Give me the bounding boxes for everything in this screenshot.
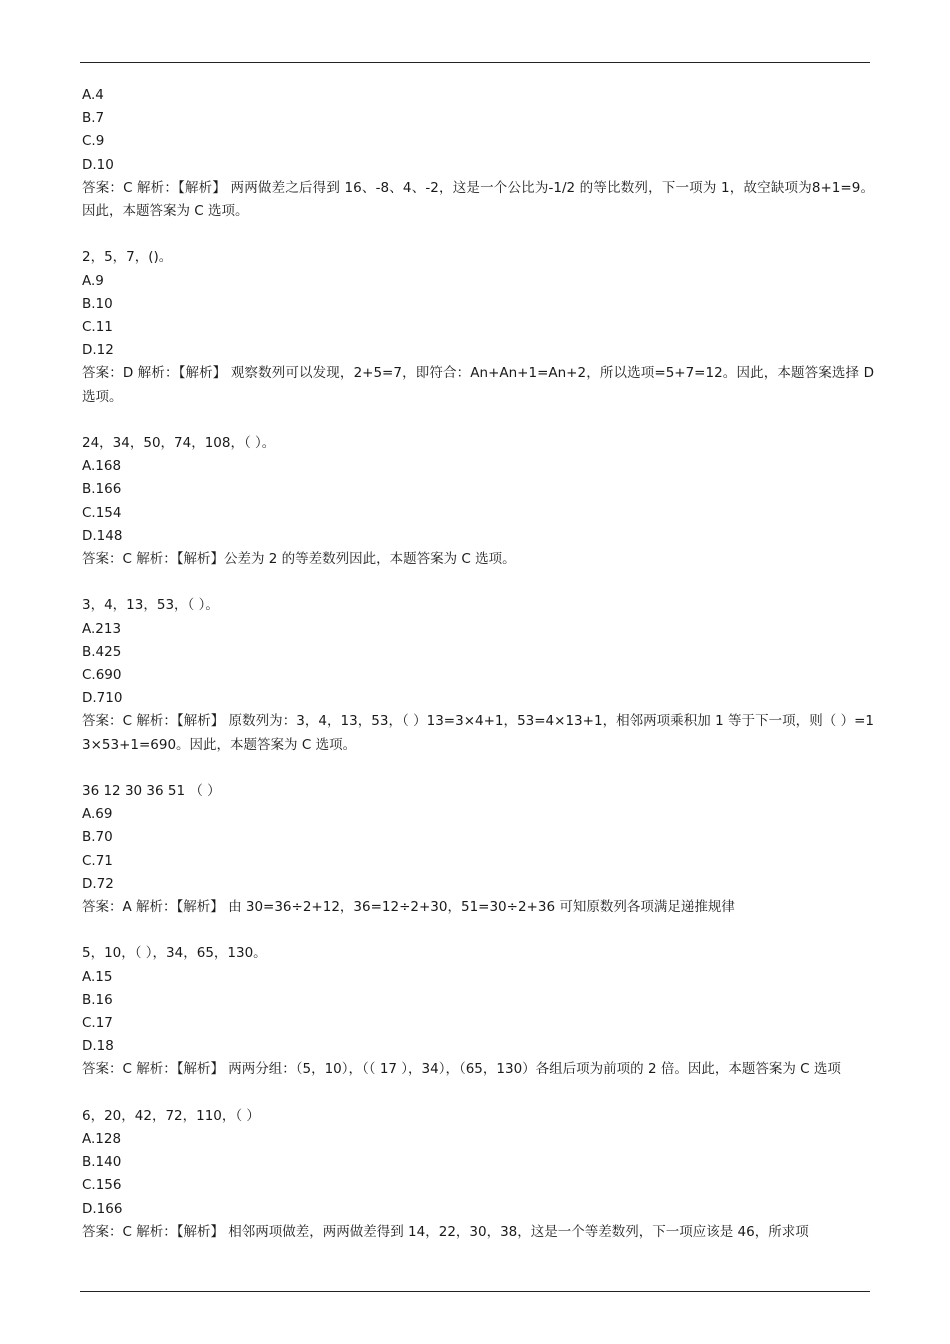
answer-explanation: 答案：C 解析：【解析】公差为 2 的等差数列因此，本题答案为 C 选项。 <box>82 551 516 568</box>
question-stem: 6，20，42，72，110，（ ） <box>82 1107 260 1124</box>
footer-rule <box>80 1291 870 1292</box>
option-a: A.69 <box>82 806 113 823</box>
option-a: A.15 <box>82 968 113 985</box>
answer-explanation: 答案：C 解析：【解析】 原数列为：3，4，13，53，（ ）13=3×4+1，53=4×13+1，相邻两项乘积加 1 等于下一项，则（ ）=13×53+1=690。因此，本题答案为 C 选项。 <box>82 713 874 753</box>
option-b: B.16 <box>82 991 113 1008</box>
option-d: D.10 <box>82 156 114 173</box>
option-c: C.9 <box>82 133 105 150</box>
question-stem: 5，10，（ ），34，65，130。 <box>82 945 267 962</box>
option-a: A.168 <box>82 458 122 475</box>
question-stem: 3，4，13，53，（ ）。 <box>82 597 219 614</box>
option-b: B.70 <box>82 829 113 846</box>
option-d: D.12 <box>82 342 114 359</box>
option-a: A.4 <box>82 87 104 103</box>
option-b: B.140 <box>82 1154 122 1171</box>
document-body <box>82 84 879 1244</box>
answer-explanation: 答案：A 解析：【解析】 由 30=36÷2+12，36=12÷2+30，51=30÷2+36 可知原数列各项满足递推规律 <box>82 899 735 916</box>
answer-explanation: 答案：C 解析：【解析】 相邻两项做差，两两做差得到 14，22，30，38，这是一个等差数列，下一项应该是 46，所求项 <box>82 1223 809 1240</box>
option-c: C.17 <box>82 1015 113 1032</box>
question-2 <box>82 246 879 408</box>
option-d: D.72 <box>82 875 114 892</box>
option-a: A.128 <box>82 1131 122 1148</box>
option-c: C.154 <box>82 504 122 521</box>
question-stem: 2，5，7，()。 <box>82 249 173 266</box>
option-b: B.10 <box>82 295 113 312</box>
option-c: C.71 <box>82 852 113 869</box>
option-d: D.166 <box>82 1200 123 1217</box>
answer-explanation: 答案：D 解析：【解析】 观察数列可以发现，2+5=7，即符合：An+An+1=An+2，所以选项=5+7=12。因此，本题答案选择 D 选项。 <box>82 365 879 405</box>
option-b: B.166 <box>82 481 122 498</box>
option-c: C.11 <box>82 319 113 336</box>
option-d: D.148 <box>82 527 123 544</box>
question-4 <box>82 594 874 756</box>
question-7 <box>82 1105 874 1244</box>
question-stem: 36 12 30 36 51 （ ） <box>82 783 221 800</box>
option-d: D.18 <box>82 1038 114 1055</box>
answer-explanation: 答案：C 解析：【解析】 两两做差之后得到 16、-8、4、-2，这是一个公比为-1/2 的等比数列，下一项为 1，故空缺项为8+1=9。因此，本题答案为 C 选项。 <box>82 179 874 220</box>
header-rule <box>80 62 870 63</box>
option-d: D.710 <box>82 690 123 707</box>
question-6 <box>82 942 874 1081</box>
option-c: C.156 <box>82 1177 122 1194</box>
answer-explanation: 答案：C 解析：【解析】 两两分组：（5，10），（（ 17 ），34），（65，130）各组后项为前项的 2 倍。因此，本题答案为 C 选项 <box>82 1061 841 1078</box>
option-c: C.690 <box>82 667 122 684</box>
option-b: B.425 <box>82 643 122 660</box>
option-a: A.9 <box>82 272 104 289</box>
option-b: B.7 <box>82 110 105 127</box>
question-stem: 24，34，50，74，108，（ ）。 <box>82 435 276 452</box>
question-3 <box>82 432 874 571</box>
question-5 <box>82 780 874 919</box>
question-1 <box>82 84 874 223</box>
option-a: A.213 <box>82 620 122 637</box>
